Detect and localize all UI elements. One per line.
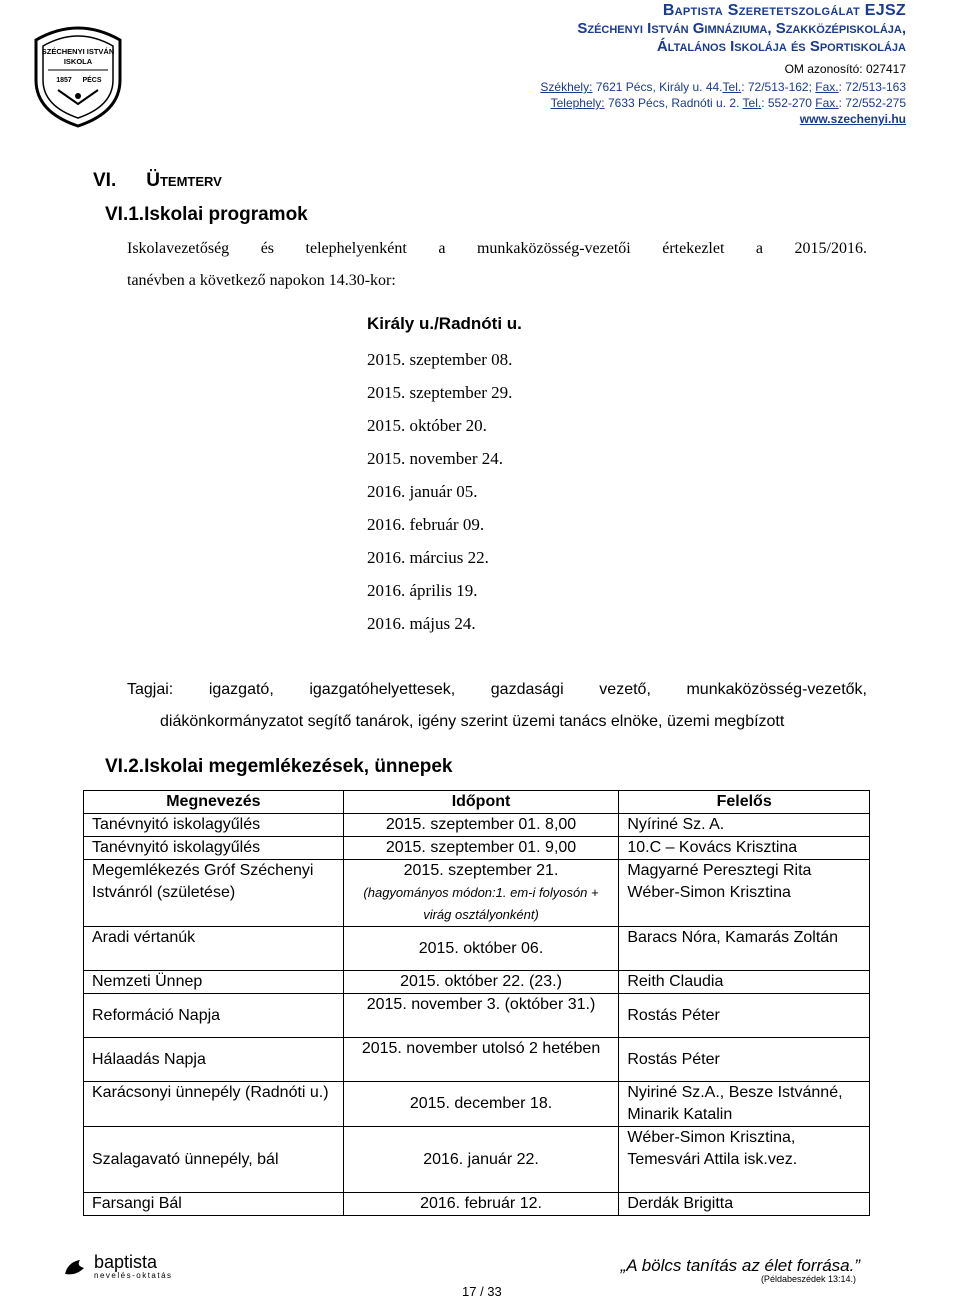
table-row xyxy=(84,860,870,927)
meeting-date: 2016. január 05. xyxy=(367,482,478,501)
footer-brand-block xyxy=(94,1253,173,1280)
meeting-date: 2015. november 24. xyxy=(367,449,503,468)
seat-fax-label: Fax. xyxy=(815,80,839,94)
school-seal-logo xyxy=(28,20,128,128)
event-name: Reformáció Napja xyxy=(84,994,344,1038)
event-date: 2015. szeptember 01. 9,00 xyxy=(343,837,619,860)
members-line2: diákönkormányzatot segítő tanárok, igény szerint üzemi tanács elnöke, üzemi megbízott xyxy=(160,713,785,730)
table-row xyxy=(84,1038,870,1082)
table-row xyxy=(84,1082,870,1127)
meeting-date: 2016. április 19. xyxy=(367,581,478,600)
svg-text:SZÉCHENYI ISTVÁN: SZÉCHENYI ISTVÁN xyxy=(41,47,115,56)
event-date: 2015. november utolsó 2 hetében xyxy=(343,1038,619,1082)
svg-text:ISKOLA: ISKOLA xyxy=(63,57,93,66)
subsection-2-title: VI.2.Iskolai megemlékezések, ünnepek xyxy=(105,756,453,777)
meeting-date: 2016. május 24. xyxy=(367,614,476,633)
event-date: 2016. február 12. xyxy=(343,1193,619,1216)
col-header-name: Megnevezés xyxy=(84,791,344,814)
seat-addr: 7621 Pécs, Király u. 44. xyxy=(592,80,723,94)
programs-paragraph-line2: tanévben a következő napokon 14.30-kor: xyxy=(127,272,396,289)
header-om: OM azonosító: 027417 xyxy=(784,62,906,76)
event-name: Hálaadás Napja xyxy=(84,1038,344,1082)
site-tel-label: Tel. xyxy=(742,96,762,110)
svg-text:1857: 1857 xyxy=(56,77,72,84)
event-responsible: Reith Claudia xyxy=(619,971,870,994)
event-name: Tanévnyitó iskolagyűlés xyxy=(84,837,344,860)
header-website-link[interactable]: www.szechenyi.hu xyxy=(799,112,906,126)
page-number: 17 / 33 xyxy=(462,1284,502,1299)
event-date: 2015. szeptember 01. 8,00 xyxy=(343,814,619,837)
section-heading xyxy=(93,170,222,192)
event-responsible: Rostás Péter xyxy=(619,1038,870,1082)
header-site xyxy=(551,96,906,110)
table-header-row xyxy=(84,791,870,814)
event-responsible: Derdák Brigitta xyxy=(619,1193,870,1216)
col-header-responsible: Felelős xyxy=(619,791,870,814)
event-responsible: Baracs Nóra, Kamarás Zoltán xyxy=(619,927,870,971)
header-org: Baptista Szeretetszolgálat EJSZ xyxy=(662,2,906,19)
members-line1: Tagjai: igazgató, igazgatóhelyettesek, gazdasági vezető, munkaközösség-vezetők, xyxy=(127,681,867,698)
svg-text:PÉCS: PÉCS xyxy=(82,77,102,84)
meeting-date: 2015. szeptember 29. xyxy=(367,383,513,402)
event-date: 2015. október 06. xyxy=(343,927,619,971)
commemorations-table xyxy=(83,790,870,1216)
table-row xyxy=(84,971,870,994)
event-date-note: (hagyományos módon:1. em-i folyosón + virág osztályonként) xyxy=(363,885,599,922)
event-responsible: Magyarné Peresztegi Rita Wéber-Simon Krisztina xyxy=(619,860,870,927)
event-date: 2015. november 3. (október 31.) xyxy=(343,994,619,1038)
seat-label: Székhely: xyxy=(540,80,593,94)
table-row xyxy=(84,1127,870,1193)
seat-tel-label: Tel. xyxy=(722,80,742,94)
baptista-bird-icon xyxy=(62,1254,88,1280)
event-date: 2015. október 22. (23.) xyxy=(343,971,619,994)
section-number: VI. xyxy=(93,170,117,191)
event-responsible: Wéber-Simon Krisztina, Temesvári Attila isk.vez. xyxy=(619,1127,870,1193)
site-label: Telephely: xyxy=(550,96,605,110)
table-row xyxy=(84,814,870,837)
footer-brand-sub: nevelés-oktatás xyxy=(94,1271,173,1280)
event-name: Nemzeti Ünnep xyxy=(84,971,344,994)
meeting-date: 2015. október 20. xyxy=(367,416,487,435)
footer-brand: baptista xyxy=(94,1252,158,1272)
event-date: 2015. szeptember 21. xyxy=(403,862,559,879)
event-name: Megemlékezés Gróf Széchenyi Istvánról (születése) xyxy=(84,860,344,927)
meeting-date: 2016. február 09. xyxy=(367,515,485,534)
event-date: 2015. december 18. xyxy=(343,1082,619,1127)
event-name: Karácsonyi ünnepély (Radnóti u.) xyxy=(84,1082,344,1127)
event-name: Farsangi Bál xyxy=(84,1193,344,1216)
seat-tel: : 72/513-162; xyxy=(741,80,816,94)
event-date: 2016. január 22. xyxy=(343,1127,619,1193)
meeting-dates-list xyxy=(367,313,522,640)
table-row xyxy=(84,1193,870,1216)
event-responsible: Rostás Péter xyxy=(619,994,870,1038)
footer-motto: „A bölcs tanítás az élet forrása.” xyxy=(620,1256,860,1275)
baptista-footer-logo xyxy=(62,1253,173,1280)
event-responsible: Nyiriné Sz.A., Besze Istvánné, Minarik Katalin xyxy=(619,1082,870,1127)
event-date-cell xyxy=(343,860,619,927)
header-school-line2: Általános Iskolája és Sportiskolája xyxy=(656,38,906,55)
seat-fax: : 72/513-163 xyxy=(838,80,906,94)
col-header-date: Időpont xyxy=(343,791,619,814)
event-responsible: Nyíriné Sz. A. xyxy=(619,814,870,837)
meeting-date: 2016. március 22. xyxy=(367,548,489,567)
meeting-date: 2015. szeptember 08. xyxy=(367,350,513,369)
site-fax-label: Fax. xyxy=(815,96,839,110)
programs-paragraph-line1: Iskolavezetőség és telephelyenként a munkaközösség-vezetői értekezlet a 2015/2016. xyxy=(127,240,867,257)
event-name: Tanévnyitó iskolagyűlés xyxy=(84,814,344,837)
event-name: Szalagavató ünnepély, bál xyxy=(84,1127,344,1193)
header-school-line1: Széchenyi István Gimnáziuma, Szakközépiskolája, xyxy=(577,20,906,37)
event-name: Aradi vértanúk xyxy=(84,927,344,971)
table-row xyxy=(84,927,870,971)
footer-motto-source: (Példabeszédek 13:14.) xyxy=(760,1274,856,1284)
table-row xyxy=(84,837,870,860)
table-row xyxy=(84,994,870,1038)
site-tel: : 552-270 xyxy=(761,96,816,110)
section-title: Ütemterv xyxy=(146,170,222,191)
site-addr: 7633 Pécs, Radnóti u. 2. xyxy=(604,96,743,110)
header-seat xyxy=(540,80,906,94)
event-responsible: 10.C – Kovács Krisztina xyxy=(619,837,870,860)
subsection-1-title: VI.1.Iskolai programok xyxy=(105,204,308,225)
site-fax: : 72/552-275 xyxy=(838,96,906,110)
meeting-location: Király u./Radnóti u. xyxy=(367,314,522,333)
